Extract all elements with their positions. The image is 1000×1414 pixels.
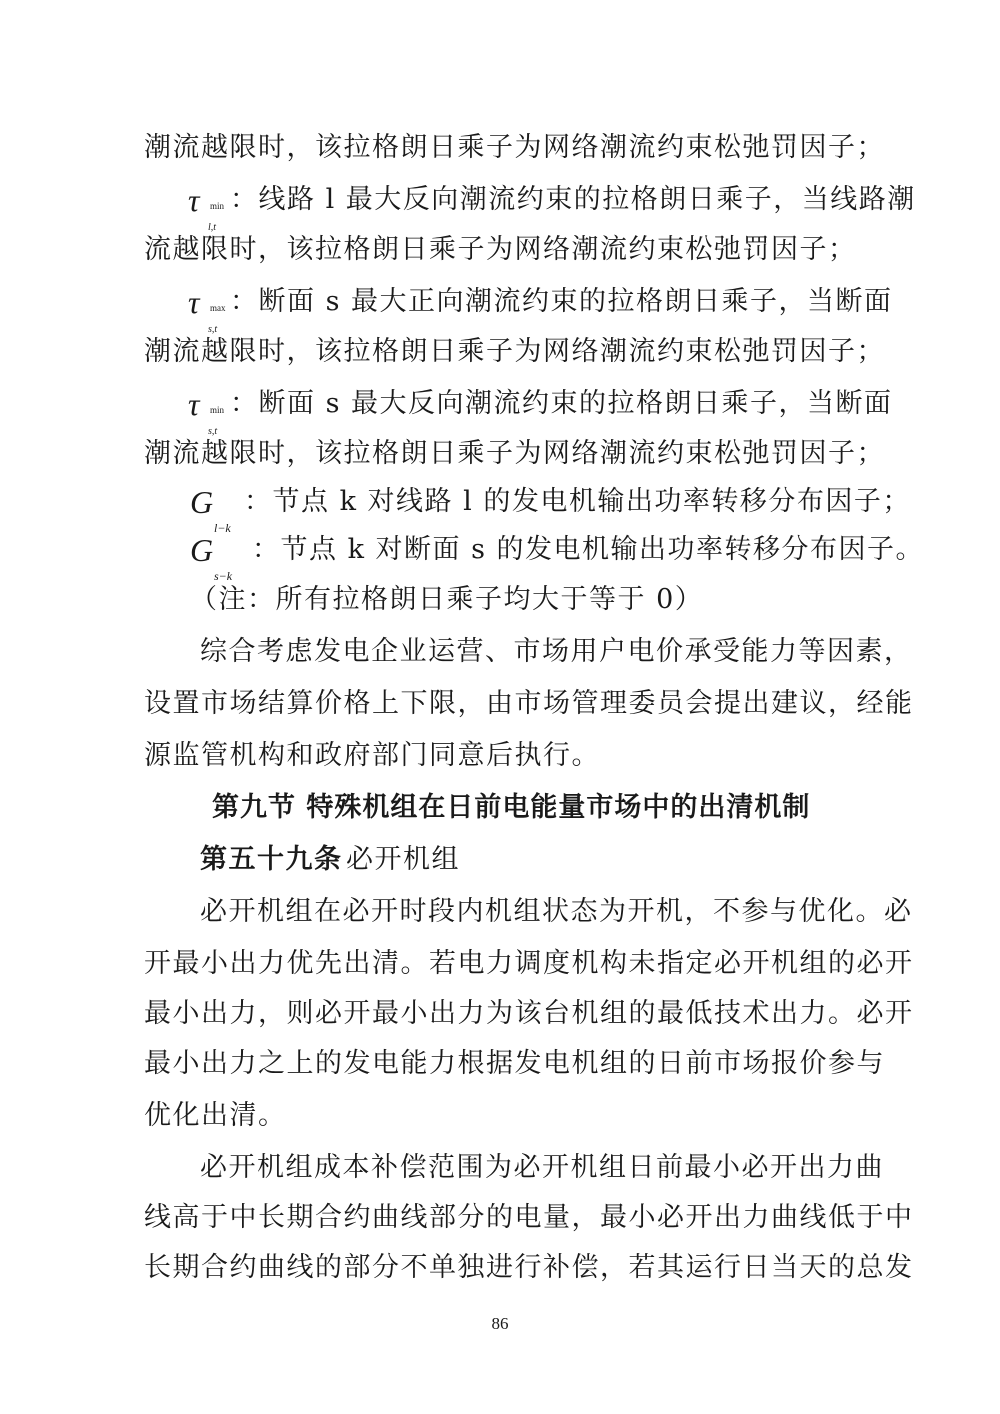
text-line [0, 676, 1000, 732]
text-line-content: ：节点 k 对线路 l 的发电机输出功率转移分布因子； [244, 486, 911, 517]
symbol-base: G [190, 484, 215, 520]
text-line-content: 潮流越限时，该拉格朗日乘子为网络潮流约束松弛罚因子； [144, 438, 885, 469]
article-heading [0, 832, 1000, 888]
symbol-superscript: min [210, 405, 225, 415]
text-line-content: 开最小出力优先出清。若电力调度机构未指定必开机组的必开 [144, 948, 914, 979]
article-number: 第五十九条 [200, 844, 343, 875]
text-line-content: 线高于中长期合约曲线部分的电量，最小必开出力曲线低于中 [144, 1202, 914, 1233]
text-line-content: 优化出清。 [144, 1100, 287, 1131]
symbol-subscript: s−k [214, 569, 233, 583]
text-line [0, 222, 1000, 278]
text-line-content: 源监管机构和政府部门同意后执行。 [144, 740, 600, 771]
section-heading-text: 第九节 特殊机组在日前电能量市场中的出清机制 [212, 792, 811, 823]
paragraph-line [0, 1088, 1000, 1144]
symbol-subscript: l,t [208, 222, 217, 233]
page-number: 86 [491, 1314, 509, 1333]
text-line-content: 长期合约曲线的部分不单独进行补偿，若其运行日当天的总发 [144, 1252, 914, 1283]
symbol-superscript: min [210, 201, 225, 211]
symbol-base: G [190, 532, 215, 568]
text-line-content: 潮流越限时，该拉格朗日乘子为网络潮流约束松弛罚因子； [144, 132, 885, 163]
definition-line [0, 522, 1000, 583]
text-line-content: （注：所有拉格朗日乘子均大于等于 0） [190, 584, 704, 615]
text-line [0, 728, 1000, 784]
section-heading [0, 780, 1000, 836]
paragraph-line [0, 1036, 1000, 1092]
paragraph-line [0, 936, 1000, 992]
text-line-content: ：断面 s 最大反向潮流约束的拉格朗日乘子，当断面 [230, 388, 893, 419]
text-line-content: 设置市场结算价格上下限，由市场管理委员会提出建议，经能 [144, 688, 914, 719]
text-line [0, 324, 1000, 380]
symbol-superscript: max [210, 303, 226, 313]
text-line-content: 综合考虑发电企业运营、市场用户电价承受能力等因素， [200, 636, 913, 667]
text-line-content: 必开机组成本补偿范围为必开机组日前最小必开出力曲 [200, 1152, 884, 1183]
symbol-subscript: s,t [208, 426, 218, 437]
paragraph-line [0, 1240, 1000, 1296]
symbol-base: τ [188, 182, 201, 218]
text-line-content: ：节点 k 对断面 s 的发电机输出功率转移分布因子。 [252, 534, 925, 565]
text-line-content: ：断面 s 最大正向潮流约束的拉格朗日乘子，当断面 [230, 286, 893, 317]
symbol-subscript: s,t [208, 324, 218, 335]
text-line-content: 最小出力之上的发电能力根据发电机组的日前市场报价参与 [144, 1048, 885, 1079]
symbol-subscript: l−k [214, 521, 231, 535]
note-line [0, 572, 1000, 628]
paragraph-line [0, 986, 1000, 1042]
definition-line [0, 274, 1000, 335]
paragraph-line [0, 1140, 1000, 1196]
paragraph-line [0, 1190, 1000, 1246]
symbol-base: τ [188, 386, 201, 422]
definition-line [0, 376, 1000, 437]
text-line-content: 流越限时，该拉格朗日乘子为网络潮流约束松弛罚因子； [144, 234, 857, 265]
text-line-content: ：线路 l 最大反向潮流约束的拉格朗日乘子，当线路潮 [230, 184, 916, 215]
text-line-content: 必开机组在必开时段内机组状态为开机，不参与优化。必 [200, 896, 913, 927]
definition-line [0, 172, 1000, 233]
text-line-content: 潮流越限时，该拉格朗日乘子为网络潮流约束松弛罚因子； [144, 336, 885, 367]
article-title: 必开机组 [346, 844, 460, 875]
text-line-content: 最小出力，则必开最小出力为该台机组的最低技术出力。必开 [144, 998, 914, 1029]
symbol-base: τ [188, 284, 201, 320]
text-line [0, 624, 1000, 680]
paragraph-line [0, 884, 1000, 940]
text-line [0, 120, 1000, 176]
